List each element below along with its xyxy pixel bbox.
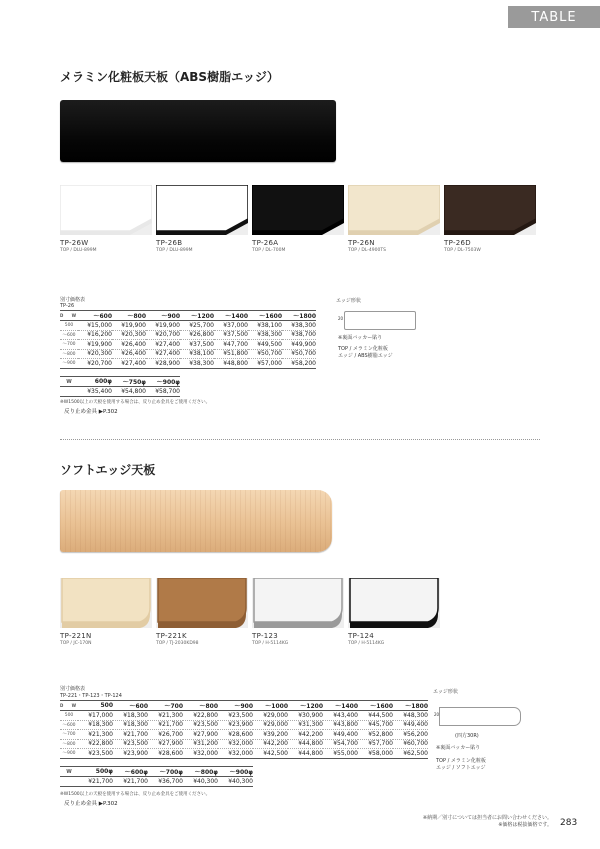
- price-cell: ¥31,300: [298, 721, 323, 729]
- price-cell: ¥18,300: [88, 721, 113, 729]
- price-cell: ¥49,400: [403, 721, 428, 729]
- table-header-row: [60, 377, 180, 387]
- price-cell: ¥29,000: [263, 711, 288, 719]
- row-header: ～900: [62, 751, 76, 757]
- price-cell: ¥25,700: [189, 321, 214, 329]
- table-row: [60, 359, 316, 369]
- row-header: ～800: [62, 351, 76, 357]
- price-cell: ¥23,500: [88, 749, 113, 757]
- table-row: [60, 387, 180, 397]
- edge-radius-label: (四方30R): [455, 733, 479, 739]
- swatch-material: TOP / DL-7503W: [444, 248, 481, 253]
- price-cell: ¥37,000: [223, 321, 248, 329]
- swatch-tp-26a: [252, 185, 348, 235]
- section-divider: [60, 439, 540, 440]
- price-cell: ¥42,200: [298, 730, 323, 738]
- price-cell: ¥22,800: [88, 740, 113, 748]
- swatch-label: [252, 632, 288, 646]
- hero-image-soft-edge-top: [60, 490, 332, 552]
- table-corner: [60, 311, 78, 321]
- price-cell: ¥38,700: [291, 331, 316, 339]
- swatch-code: TP-123: [252, 632, 279, 640]
- table-caption: 別寸価格表: [60, 686, 86, 692]
- column-header: ～800φ: [194, 769, 218, 776]
- price-cell: ¥21,300: [88, 730, 113, 738]
- swatch-label: [60, 239, 97, 253]
- warp-bracket-reference: 反り止め金具 ▶P.302: [64, 409, 118, 415]
- swatch-code: TP-221K: [156, 632, 187, 640]
- swatch-slab-image: [252, 578, 344, 628]
- round-width-label: W: [66, 768, 72, 775]
- edge-thickness: 20: [434, 712, 440, 717]
- row-header: 500: [64, 712, 74, 718]
- price-table-melamine: [60, 310, 316, 369]
- price-cell: ¥21,700: [123, 777, 148, 785]
- table-subcaption: TP-26: [60, 303, 75, 309]
- swatch-material: TOP / DLU-899M: [156, 248, 193, 253]
- price-cell: ¥18,300: [123, 721, 148, 729]
- swatch-material: TOP / DL-700M: [252, 248, 286, 253]
- price-cell: ¥38,100: [257, 321, 282, 329]
- swatch-tp-26n: [348, 185, 444, 235]
- price-cell: ¥55,000: [333, 749, 358, 757]
- table-header-row: [60, 311, 316, 321]
- table-subcaption: TP-221・TP-123・TP-124: [60, 693, 122, 699]
- price-cell: ¥58,000: [368, 749, 393, 757]
- edge-note-edge: エッジ / ソフトエッジ: [436, 765, 486, 771]
- price-cell: ¥19,900: [155, 321, 180, 329]
- corner-depth-label: D: [60, 313, 64, 318]
- edge-note-backer: ※裏面バッカー貼り: [338, 335, 383, 341]
- price-cell: ¥30,900: [298, 711, 323, 719]
- price-cell: ¥50,700: [257, 350, 282, 358]
- price-cell: ¥43,400: [333, 711, 358, 719]
- table-header-row: [60, 701, 428, 711]
- price-table-soft-edge: [60, 700, 428, 759]
- swatch-slab-image: [252, 185, 344, 235]
- price-cell: ¥58,200: [291, 359, 316, 367]
- table-row: [60, 730, 428, 740]
- table-row: [60, 749, 428, 759]
- price-cell: ¥49,500: [257, 340, 282, 348]
- row-header: ～700: [62, 732, 76, 738]
- column-header: ～1800: [405, 703, 428, 710]
- price-cell: ¥18,300: [123, 711, 148, 719]
- price-cell: ¥38,300: [189, 359, 214, 367]
- edge-profile-diagram: [439, 707, 521, 726]
- swatch-code: TP-26D: [444, 239, 471, 247]
- price-cell: ¥28,600: [158, 749, 183, 757]
- price-cell: ¥36,700: [158, 777, 183, 785]
- swatch-tp-221k: [156, 578, 252, 628]
- column-header: ～1600: [370, 703, 393, 710]
- price-cell: ¥20,300: [87, 350, 112, 358]
- swatch-material: TOP / DLU-899M: [60, 248, 97, 253]
- swatch-label: [348, 239, 386, 253]
- column-header: ～800: [127, 313, 146, 320]
- price-cell: ¥50,700: [291, 350, 316, 358]
- swatch-slab-image: [348, 185, 440, 235]
- price-cell: ¥54,700: [333, 740, 358, 748]
- price-cell: ¥57,000: [257, 359, 282, 367]
- swatch-tp-26b: [156, 185, 252, 235]
- page-number: 283: [560, 818, 578, 828]
- swatch-label: [348, 632, 384, 646]
- price-cell: ¥16,200: [87, 331, 112, 339]
- table-row: [60, 340, 316, 350]
- price-cell: ¥54,800: [121, 387, 146, 395]
- price-cell: ¥17,000: [88, 711, 113, 719]
- table-row: [60, 330, 316, 340]
- price-cell: ¥23,500: [228, 711, 253, 719]
- price-cell: ¥26,800: [189, 331, 214, 339]
- price-cell: ¥21,300: [158, 711, 183, 719]
- price-cell: ¥15,000: [87, 321, 112, 329]
- column-header: ～600: [129, 703, 148, 710]
- edge-note-backer: ※裏面バッカー貼り: [436, 745, 481, 751]
- swatch-code: TP-221N: [60, 632, 92, 640]
- price-cell: ¥21,700: [123, 730, 148, 738]
- column-header: ～600φ: [124, 769, 148, 776]
- column-header: ～900φ: [156, 379, 180, 386]
- column-header: ～1200: [191, 313, 214, 320]
- price-cell: ¥44,800: [298, 740, 323, 748]
- swatch-tp-123: [252, 578, 348, 628]
- table-corner: [60, 701, 78, 711]
- price-cell: ¥38,300: [291, 321, 316, 329]
- price-cell: ¥27,400: [121, 359, 146, 367]
- swatch-tp-26w: [60, 185, 156, 235]
- row-header: 500: [64, 322, 74, 328]
- price-cell: ¥23,500: [193, 721, 218, 729]
- table-row: [60, 720, 428, 730]
- swatch-label: [252, 239, 285, 253]
- column-header: 500φ: [95, 768, 113, 775]
- price-cell: ¥51,800: [223, 350, 248, 358]
- table-row: [60, 777, 253, 787]
- price-cell: ¥20,700: [155, 331, 180, 339]
- footer-notes: [423, 815, 552, 829]
- swatch-material: TOP / DL-4900TS: [348, 248, 386, 253]
- column-header: ～1200: [300, 703, 323, 710]
- edge-note-top: TOP / メラミン化粧板: [338, 346, 388, 352]
- price-cell: ¥40,300: [228, 777, 253, 785]
- round-price-table-soft-edge: [60, 766, 253, 787]
- price-cell: ¥49,400: [333, 730, 358, 738]
- corner-depth-label: D: [60, 703, 64, 708]
- row-header: ～600: [62, 332, 76, 338]
- price-cell: ¥21,700: [88, 777, 113, 785]
- column-header: ～1600: [259, 313, 282, 320]
- price-cell: ¥27,900: [193, 730, 218, 738]
- swatch-label: [444, 239, 481, 253]
- price-cell: ¥27,400: [155, 340, 180, 348]
- price-cell: ¥20,700: [87, 359, 112, 367]
- column-header: ～750φ: [122, 379, 146, 386]
- swatch-code: TP-124: [348, 632, 375, 640]
- price-cell: ¥28,600: [228, 730, 253, 738]
- price-cell: ¥26,700: [158, 730, 183, 738]
- price-cell: ¥31,200: [193, 740, 218, 748]
- row-header: [60, 777, 78, 787]
- price-cell: ¥39,200: [263, 730, 288, 738]
- price-cell: ¥23,500: [123, 740, 148, 748]
- column-header: ～700: [164, 703, 183, 710]
- table-caption: 別寸価格表: [60, 297, 86, 303]
- column-header: ～1000: [265, 703, 288, 710]
- edge-thickness: 20: [338, 316, 344, 321]
- table-row: [60, 321, 316, 331]
- price-cell: ¥44,500: [368, 711, 393, 719]
- swatch-slab-image: [60, 185, 152, 235]
- hero-image-melamine-top: [60, 100, 336, 162]
- category-tab: TABLE: [508, 6, 600, 28]
- swatch-label: [156, 632, 199, 646]
- price-cell: ¥42,500: [263, 749, 288, 757]
- table-row: [60, 711, 428, 721]
- swatch-material: TOP / JC-170N: [60, 641, 92, 646]
- edge-profile-diagram: [344, 311, 416, 330]
- price-cell: ¥22,800: [193, 711, 218, 719]
- price-cell: ¥60,700: [403, 740, 428, 748]
- table-row: [60, 349, 316, 359]
- price-cell: ¥43,800: [333, 721, 358, 729]
- price-cell: ¥27,900: [158, 740, 183, 748]
- column-header: 500: [100, 702, 113, 709]
- column-header: ～900: [161, 313, 180, 320]
- price-cell: ¥35,400: [87, 387, 112, 395]
- price-cell: ¥37,500: [223, 331, 248, 339]
- edge-shape-title: エッジ形状: [433, 689, 458, 695]
- swatch-label: [60, 632, 92, 646]
- swatch-slab-image: [156, 185, 248, 235]
- section-title-melamine: メラミン化粧板天板（ABS樹脂エッジ）: [60, 70, 279, 84]
- row-header: ～900: [62, 361, 76, 367]
- price-cell: ¥48,300: [403, 711, 428, 719]
- price-cell: ¥49,900: [291, 340, 316, 348]
- corner-width-label: W: [71, 313, 76, 318]
- price-cell: ¥45,700: [368, 721, 393, 729]
- price-cell: ¥23,900: [123, 749, 148, 757]
- price-cell: ¥62,500: [403, 749, 428, 757]
- swatch-label: [156, 239, 193, 253]
- row-header: ～800: [62, 741, 76, 747]
- price-cell: ¥29,000: [263, 721, 288, 729]
- column-header: ～900: [234, 703, 253, 710]
- table-header-row: [60, 767, 253, 777]
- price-cell: ¥26,400: [121, 350, 146, 358]
- warp-bracket-reference: 反り止め金具 ▶P.302: [64, 801, 118, 807]
- row-header: [60, 387, 78, 397]
- price-cell: ¥58,700: [155, 387, 180, 395]
- swatch-material: TOP / TJ-2030KD98: [156, 641, 199, 646]
- edge-note-edge: エッジ / ABS樹脂エッジ: [338, 353, 393, 359]
- round-width-label: W: [66, 378, 72, 385]
- swatch-code: TP-26N: [348, 239, 375, 247]
- corner-width-label: W: [71, 703, 76, 708]
- swatch-slab-image: [156, 578, 248, 628]
- warp-note: ※W1500以上の天板を使用する場合は、反り止め金具をご使用ください。: [60, 792, 211, 797]
- column-header: ～700φ: [159, 769, 183, 776]
- swatch-code: TP-26B: [156, 239, 183, 247]
- footer-note-tax: ※価格は税抜価格です。: [498, 822, 552, 828]
- swatch-slab-image: [60, 578, 152, 628]
- footer-note-delivery: ※納期／別寸については担当者にお問い合わせください。: [422, 815, 552, 821]
- price-cell: ¥48,800: [223, 359, 248, 367]
- column-header: ～1400: [335, 703, 358, 710]
- column-header: 600φ: [94, 378, 112, 385]
- price-cell: ¥38,100: [189, 350, 214, 358]
- swatch-material: TOP / H-5114KG: [348, 641, 385, 646]
- swatch-tp-221n: [60, 578, 156, 628]
- swatch-material: TOP / H-5114KG: [252, 641, 289, 646]
- price-cell: ¥38,300: [257, 331, 282, 339]
- price-cell: ¥20,300: [121, 331, 146, 339]
- warp-note: ※W1500以上の天板を使用する場合は、反り止め金具をご使用ください。: [60, 400, 211, 405]
- column-header: ～600: [93, 313, 112, 320]
- swatch-tp-124: [348, 578, 444, 628]
- column-header: ～1800: [293, 313, 316, 320]
- swatch-slab-image: [444, 185, 536, 235]
- swatch-tp-26d: [444, 185, 540, 235]
- price-cell: ¥32,000: [228, 749, 253, 757]
- price-cell: ¥32,000: [193, 749, 218, 757]
- price-cell: ¥19,900: [87, 340, 112, 348]
- price-cell: ¥26,400: [121, 340, 146, 348]
- price-cell: ¥27,400: [155, 350, 180, 358]
- price-cell: ¥42,200: [263, 740, 288, 748]
- section-title-soft-edge: ソフトエッジ天板: [60, 463, 156, 477]
- edge-note-top: TOP / メラミン化粧板: [436, 758, 486, 764]
- row-header: ～600: [62, 722, 76, 728]
- price-cell: ¥44,800: [298, 749, 323, 757]
- swatch-slab-image: [348, 578, 440, 628]
- price-cell: ¥19,900: [121, 321, 146, 329]
- swatch-code: TP-26W: [60, 239, 89, 247]
- price-cell: ¥52,800: [368, 730, 393, 738]
- row-header: ～700: [62, 342, 76, 348]
- price-cell: ¥37,500: [189, 340, 214, 348]
- price-cell: ¥57,700: [368, 740, 393, 748]
- edge-shape-title: エッジ形状: [336, 298, 361, 304]
- round-price-table-melamine: [60, 376, 180, 397]
- price-cell: ¥23,900: [228, 721, 253, 729]
- column-header: ～900φ: [229, 769, 253, 776]
- price-cell: ¥28,900: [155, 359, 180, 367]
- swatch-code: TP-26A: [252, 239, 279, 247]
- table-row: [60, 739, 428, 749]
- price-cell: ¥40,300: [193, 777, 218, 785]
- price-cell: ¥32,000: [228, 740, 253, 748]
- column-header: ～1400: [225, 313, 248, 320]
- column-header: ～800: [199, 703, 218, 710]
- price-cell: ¥56,200: [403, 730, 428, 738]
- price-cell: ¥21,700: [158, 721, 183, 729]
- price-cell: ¥47,700: [223, 340, 248, 348]
